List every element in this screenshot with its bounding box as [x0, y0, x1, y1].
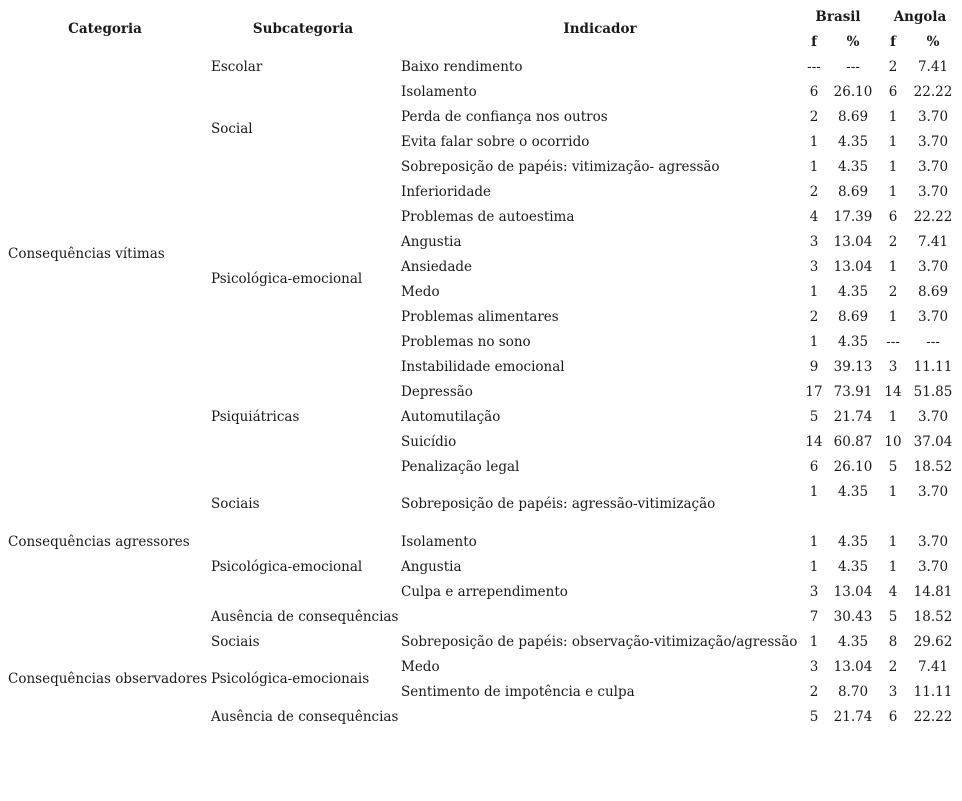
- angola-f-value: 6: [888, 84, 898, 100]
- brasil-f-value: 1: [809, 134, 819, 150]
- angola-f-value: 1: [888, 484, 898, 500]
- brasil-pct-value: 4.35: [837, 534, 869, 550]
- brasil-f-value: 5: [809, 409, 819, 425]
- brasil-f-value: 1: [809, 634, 819, 650]
- angola-pct-value: 29.62: [913, 634, 953, 650]
- brasil-f-value: 6: [809, 84, 819, 100]
- angola-pct-value: 3.70: [917, 534, 949, 550]
- brasil-f-value: 3: [809, 584, 819, 600]
- subcategory-psicologica-vitimas: Psicológica-emocional: [211, 271, 363, 287]
- angola-f-value: 1: [888, 109, 898, 125]
- brasil-pct-value: 13.04: [833, 259, 873, 275]
- angola-f-value: 1: [888, 309, 898, 325]
- indicator-label: Sobreposição de papéis: observação-vitimização/agressão: [401, 634, 798, 650]
- brasil-pct-value: 8.70: [837, 684, 869, 700]
- brasil-f-value: 3: [809, 234, 819, 250]
- brasil-f-value: 2: [809, 184, 819, 200]
- brasil-pct-value: 26.10: [833, 84, 873, 100]
- brasil-f-value: 1: [809, 484, 819, 500]
- angola-pct-value: ---: [926, 334, 940, 350]
- brasil-f-value: 1: [809, 559, 819, 575]
- indicator-label: Sobreposição de papéis: vitimização- agressão: [401, 159, 720, 175]
- brasil-f-value: 1: [809, 534, 819, 550]
- subcategory-psicologica-observadores: Psicológica-emocionais: [211, 671, 370, 687]
- brasil-pct-value: 4.35: [837, 634, 869, 650]
- angola-pct-value: 22.22: [913, 709, 953, 725]
- subcategory-social: Social: [211, 121, 253, 137]
- angola-f-value: 8: [888, 634, 898, 650]
- brasil-f-value: 7: [809, 609, 819, 625]
- indicator-label: Evita falar sobre o ocorrido: [401, 134, 590, 150]
- angola-pct-value: 18.52: [913, 459, 953, 475]
- brasil-pct-value: 4.35: [837, 484, 869, 500]
- indicator-label: Penalização legal: [401, 459, 520, 475]
- brasil-f-value: ---: [807, 59, 821, 75]
- brasil-pct-value: 4.35: [837, 334, 869, 350]
- angola-f-value: 2: [888, 284, 898, 300]
- angola-pct-value: 3.70: [917, 259, 949, 275]
- brasil-pct-value: 73.91: [833, 384, 873, 400]
- subcategory-sociais-observadores: Sociais: [211, 634, 260, 650]
- angola-f-value: ---: [886, 334, 900, 350]
- header-brasil-f: f: [811, 34, 817, 50]
- angola-pct-value: 37.04: [913, 434, 953, 450]
- header-angola-pct: %: [926, 34, 940, 50]
- brasil-pct-value: 4.35: [837, 159, 869, 175]
- subcategory-psicologica-agressores: Psicológica-emocional: [211, 559, 363, 575]
- brasil-pct-value: 4.35: [837, 134, 869, 150]
- brasil-f-value: 6: [809, 459, 819, 475]
- brasil-f-value: 4: [809, 209, 819, 225]
- indicator-label: Suicídio: [401, 434, 457, 450]
- angola-pct-value: 11.11: [913, 359, 953, 375]
- brasil-pct-value: 39.13: [833, 359, 873, 375]
- indicator-label: Medo: [401, 659, 440, 675]
- indicator-label: Sentimento de impotência e culpa: [401, 684, 635, 700]
- brasil-f-value: 9: [809, 359, 819, 375]
- subcategory-psiquiatricas: Psiquiátricas: [211, 409, 300, 425]
- angola-pct-value: 3.70: [917, 484, 949, 500]
- indicator-label: Isolamento: [401, 84, 477, 100]
- brasil-pct-value: 8.69: [837, 184, 869, 200]
- brasil-pct-value: 13.04: [833, 584, 873, 600]
- brasil-pct-value: 60.87: [833, 434, 873, 450]
- indicator-label: Problemas de autoestima: [401, 209, 575, 225]
- indicator-label: Sobreposição de papéis: agressão-vitimização: [401, 496, 716, 512]
- angola-pct-value: 3.70: [917, 184, 949, 200]
- indicator-label: Ansiedade: [401, 259, 473, 275]
- angola-f-value: 3: [888, 359, 898, 375]
- brasil-pct-value: 13.04: [833, 234, 873, 250]
- angola-f-value: 1: [888, 409, 898, 425]
- brasil-pct-value: 4.35: [837, 559, 869, 575]
- header-angola-f: f: [890, 34, 896, 50]
- brasil-f-value: 5: [809, 709, 819, 725]
- indicator-label: Baixo rendimento: [401, 59, 523, 75]
- angola-f-value: 1: [888, 259, 898, 275]
- angola-pct-value: 3.70: [917, 559, 949, 575]
- brasil-f-value: 2: [809, 309, 819, 325]
- angola-f-value: 5: [888, 609, 898, 625]
- brasil-f-value: 2: [809, 109, 819, 125]
- brasil-f-value: 3: [809, 659, 819, 675]
- angola-pct-value: 7.41: [917, 59, 949, 75]
- angola-pct-value: 3.70: [917, 159, 949, 175]
- angola-f-value: 6: [888, 709, 898, 725]
- indicator-label: Problemas no sono: [401, 334, 531, 350]
- subcategory-escolar: Escolar: [211, 59, 263, 75]
- angola-f-value: 1: [888, 559, 898, 575]
- angola-f-value: 6: [888, 209, 898, 225]
- brasil-f-value: 1: [809, 284, 819, 300]
- angola-pct-value: 7.41: [917, 234, 949, 250]
- header-brasil: Brasil: [815, 9, 861, 25]
- brasil-pct-value: 13.04: [833, 659, 873, 675]
- brasil-f-value: 2: [809, 684, 819, 700]
- header-indicador: Indicador: [563, 21, 637, 37]
- brasil-f-value: 3: [809, 259, 819, 275]
- indicator-label: Isolamento: [401, 534, 477, 550]
- subcategory-sociais-agressores: Sociais: [211, 496, 260, 512]
- angola-pct-value: 3.70: [917, 134, 949, 150]
- angola-f-value: 2: [888, 659, 898, 675]
- header-categoria: Categoria: [68, 21, 142, 37]
- angola-pct-value: 8.69: [917, 284, 949, 300]
- angola-pct-value: 22.22: [913, 84, 953, 100]
- brasil-pct-value: 8.69: [837, 109, 869, 125]
- indicator-label: Medo: [401, 284, 440, 300]
- angola-f-value: 5: [888, 459, 898, 475]
- brasil-pct-value: 21.74: [833, 409, 873, 425]
- category-vitimas: Consequências vítimas: [8, 246, 165, 262]
- angola-f-value: 10: [884, 434, 902, 450]
- indicator-label: Angustia: [401, 559, 462, 575]
- angola-pct-value: 51.85: [913, 384, 953, 400]
- angola-pct-value: 3.70: [917, 409, 949, 425]
- brasil-f-value: 1: [809, 159, 819, 175]
- angola-f-value: 3: [888, 684, 898, 700]
- angola-pct-value: 11.11: [913, 684, 953, 700]
- angola-pct-value: 3.70: [917, 109, 949, 125]
- category-agressores: Consequências agressores: [8, 534, 190, 550]
- brasil-pct-value: 21.74: [833, 709, 873, 725]
- angola-f-value: 1: [888, 134, 898, 150]
- indicator-label: Culpa e arrependimento: [401, 584, 568, 600]
- indicator-label: Inferioridade: [401, 184, 492, 200]
- brasil-pct-value: 8.69: [837, 309, 869, 325]
- indicator-label: Depressão: [401, 384, 473, 400]
- angola-pct-value: 18.52: [913, 609, 953, 625]
- indicator-label: Instabilidade emocional: [401, 359, 565, 375]
- angola-f-value: 1: [888, 534, 898, 550]
- angola-f-value: 2: [888, 59, 898, 75]
- angola-pct-value: 7.41: [917, 659, 949, 675]
- angola-f-value: 1: [888, 184, 898, 200]
- brasil-f-value: 14: [805, 434, 823, 450]
- angola-f-value: 2: [888, 234, 898, 250]
- angola-f-value: 4: [888, 584, 898, 600]
- angola-pct-value: 14.81: [913, 584, 953, 600]
- subcategory-ausencia-observadores: Ausência de consequências: [211, 709, 399, 725]
- header-brasil-pct: %: [846, 34, 860, 50]
- angola-pct-value: 22.22: [913, 209, 953, 225]
- angola-f-value: 1: [888, 159, 898, 175]
- indicator-label: Angustia: [401, 234, 462, 250]
- angola-pct-value: 3.70: [917, 309, 949, 325]
- brasil-pct-value: ---: [846, 59, 860, 75]
- header-angola: Angola: [893, 9, 947, 25]
- brasil-pct-value: 26.10: [833, 459, 873, 475]
- indicator-label: Perda de confiança nos outros: [401, 109, 608, 125]
- indicator-label: Automutilação: [401, 409, 501, 425]
- brasil-f-value: 1: [809, 334, 819, 350]
- subcategory-ausencia-agressores: Ausência de consequências: [211, 609, 399, 625]
- header-subcategoria: Subcategoria: [252, 21, 354, 37]
- brasil-f-value: 17: [805, 384, 823, 400]
- brasil-pct-value: 17.39: [833, 209, 873, 225]
- angola-f-value: 14: [884, 384, 902, 400]
- brasil-pct-value: 30.43: [833, 609, 873, 625]
- indicator-label: Problemas alimentares: [401, 309, 559, 325]
- category-observadores: Consequências observadores: [8, 671, 208, 687]
- brasil-pct-value: 4.35: [837, 284, 869, 300]
